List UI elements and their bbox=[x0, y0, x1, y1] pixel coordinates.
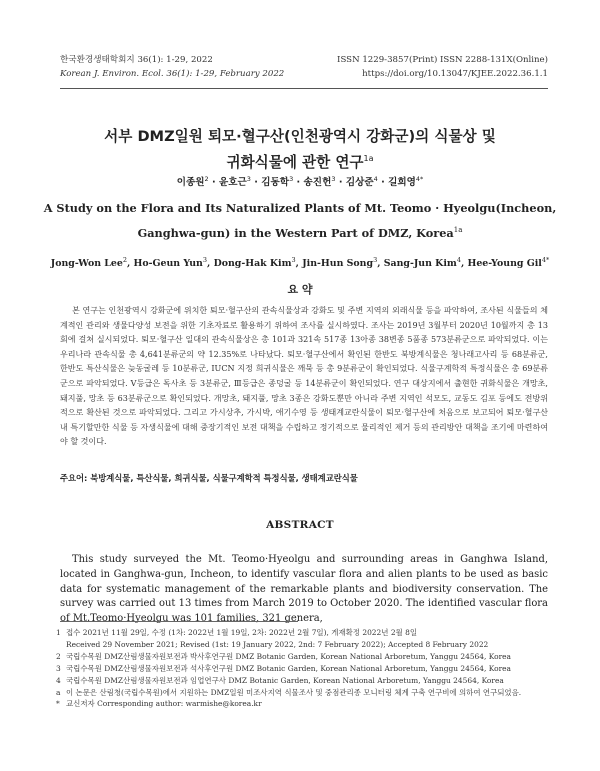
english-author-affiliation: 3 bbox=[291, 256, 296, 264]
english-authors bbox=[40, 256, 560, 269]
korean-author-affiliation: 4* bbox=[415, 174, 424, 183]
footnote-mark: 1 bbox=[56, 628, 61, 637]
korean-title-line2: 귀화식물에 관한 연구 bbox=[226, 153, 364, 171]
journal-citation bbox=[60, 53, 284, 81]
footnote bbox=[56, 663, 552, 675]
english-author-name: Sang-Jun Kim bbox=[383, 258, 457, 270]
korean-abstract-heading: 요 약 bbox=[287, 283, 313, 296]
korean-title-sup: 1a bbox=[363, 154, 374, 163]
footnote-text: 국립수목원 DMZ산림생물자원보전과 박사후연구원 DMZ Botanic Garden, Korean National Arboretum, Yanggu 24564, Korea bbox=[66, 651, 511, 661]
author-separator: · bbox=[293, 177, 304, 188]
english-author-name: Jin-Hun Song bbox=[302, 258, 374, 270]
english-title bbox=[40, 197, 560, 244]
header-divider bbox=[60, 88, 548, 89]
english-author-name: Hee-Young Gil bbox=[467, 258, 542, 270]
footnote-mark: 3 bbox=[56, 663, 61, 673]
english-abstract-body: This study surveyed the Mt. Teomo·Hyeolgu and surrounding areas in Ganghwa Island, located in Ganghwa-gun, Incheon, to identify vascular flora and alien plants to be used as basic data for systematic management of the remarkable plants and biodiversity conservation. The survey was carried out 13 times from March 2019 to October 2020. The identified vascular flora of Mt.Teomo·Hyeolgu was 101 families, 321 genera, bbox=[60, 554, 548, 625]
author-separator: , bbox=[207, 258, 214, 270]
footnote bbox=[56, 627, 552, 639]
korean-author-affiliation: 3 bbox=[331, 174, 336, 183]
issn: ISSN 1229-3857(Print) ISSN 2288-131X(Online) bbox=[337, 55, 548, 65]
footnote-text: 국립수목원 DMZ산림생물자원보전과 석사후연구원 DMZ Botanic Garden, Korean National Arboretum, Yanggu 24564, Korea bbox=[66, 663, 511, 673]
english-author-affiliation: 3 bbox=[373, 256, 378, 264]
footnote bbox=[56, 698, 552, 710]
footnote-mark: 2 bbox=[56, 651, 61, 661]
footnote-text: 이 논문은 산림청(국립수목원)에서 지원하는 DMZ일원 미조사지역 식물조사 및 중점관리종 모니터링 체계 구축 연구비에 의하여 연구되었음. bbox=[66, 687, 522, 697]
footnote-text: 접수 2021년 11월 29일, 수정 (1차: 2022년 1월 19일, 2차: 2022년 2월 7일), 게재확정 2022년 2월 8일 bbox=[66, 628, 418, 637]
english-title-sup: 1a bbox=[453, 226, 463, 234]
korean-author-affiliation: 3 bbox=[289, 174, 294, 183]
english-title-line1: A Study on the Flora and Its Naturalized Plants of Mt. Teomo · Hyeolgu(Incheon, bbox=[43, 201, 557, 215]
korean-authors bbox=[40, 174, 560, 188]
author-separator: · bbox=[208, 177, 219, 188]
korean-author-name: 이종원 bbox=[176, 177, 205, 188]
footnote bbox=[56, 639, 552, 651]
english-author-affiliation: 4* bbox=[541, 256, 550, 264]
author-separator: , bbox=[295, 258, 303, 270]
korean-author-affiliation: 3 bbox=[246, 174, 251, 183]
footnote-text: 교신저자 Corresponding author: warmishe@korea.kr bbox=[66, 699, 262, 709]
english-author-name: Jong-Won Lee bbox=[50, 258, 123, 270]
author-separator: · bbox=[335, 177, 346, 188]
korean-author-name: 김상준 bbox=[345, 177, 374, 188]
footnote-mark: a bbox=[56, 687, 61, 697]
footnote bbox=[56, 675, 552, 687]
author-separator: · bbox=[250, 177, 262, 188]
footnote-mark: 4 bbox=[56, 675, 61, 685]
korean-author-name: 윤호근 bbox=[218, 177, 247, 188]
korean-author-affiliation: 4 bbox=[373, 174, 378, 183]
footnote-divider bbox=[60, 621, 298, 622]
footnote-mark bbox=[56, 639, 66, 651]
english-author-name: Dong-Hak Kim bbox=[213, 258, 292, 270]
journal-ko: 한국환경생태학회지 36(1): 1-29, 2022 bbox=[60, 55, 213, 65]
footnote-text: 국립수목원 DMZ산림생물자원보전과 임업연구사 DMZ Botanic Garden, Korean National Arboretum, Yanggu 24564, Korea bbox=[66, 675, 504, 685]
english-abstract-heading: ABSTRACT bbox=[266, 519, 334, 531]
korean-title bbox=[40, 126, 560, 174]
english-author-name: Ho-Geun Yun bbox=[133, 258, 203, 270]
english-author-affiliation: 4 bbox=[456, 256, 461, 264]
footnote-text: Received 29 November 2021; Revised (1st: 19 January 2022, 2nd: 7 February 2022); Accepted 8 February 2022 bbox=[66, 639, 489, 649]
author-separator: , bbox=[460, 258, 468, 270]
footnote-mark: * bbox=[56, 699, 60, 709]
english-title-line2: Ganghwa-gun) in the Western Part of DMZ, Korea bbox=[137, 225, 454, 240]
footnote bbox=[56, 651, 552, 663]
korean-title-line1: 서부 DMZ일원 퇴모·혈구산(인천광역시 강화군)의 식물상 및 bbox=[104, 128, 496, 145]
author-separator: · bbox=[377, 177, 389, 188]
korean-author-name: 길희영 bbox=[388, 177, 416, 188]
korean-abstract-body: 본 연구는 인천광역시 강화군에 위치한 퇴모·혈구산의 관속식물상과 강화도 및 주변 지역의 외래식물 등을 파악하여, 조사된 식물들의 체계적인 관리와 생물다양성 보전을 위한 기초자료로 활용하기 위하여 조사를 실시하였다. 조사는 2019년 3월부터 2020년 10월까지 총 13회에 걸쳐 실시되었다. 퇴모·혈구산 일대의 관속식물상은 총 101과 321속 517종 13아종 38변종 5품종 573분류군으로 파악되었다. 이는 우리나라 관속식물 총 4,641분류군의 약 12.35%로 나타났다. 퇴모·혈구산에서 확인된 한반도 북방계식물은 청나래고사리 등 68분류군, 한반도 특산식물은 늦동굴레 등 10분류군, IUCN 지정 희귀식물은 깨묵 등 총 9분류군이 확인되었다. 식물구계학적 특정식물은 총 69분류군으로 파악되었다. Ⅴ등급은 독사초 등 3분류군, Ⅲ등급은 종덩굴 등 14분류군이 확인되었다. 연구 대상지에서 출현한 귀화식물은 개망초, 돼지풀, 망초 등 63분류군으로 확인되었다. 개망초, 돼지풀, 망초 3종은 강화도뿐만 아니라 주변 지역인 석모도, 교동도 김포 등에도 전방위적으로 확산된 것으로 파악되었다. 그리고 가시상추, 가시박, 애기수영 등 생태계교란식물이 퇴모·혈구산에 처음으로 보고되어 퇴모·혈구산 내 특기할만한 식물 등 자생식물에 대해 중장기적인 보전 대책을 수립하고 정기적으로 물리적인 제거 등의 관리방안 대책을 조기에 마련하여야 할 것이다. bbox=[60, 306, 548, 447]
doi-link[interactable]: https://doi.org/10.13047/KJEE.2022.36.1.1 bbox=[362, 69, 548, 79]
author-separator: , bbox=[377, 258, 384, 270]
korean-keywords: 주요어: 북방계식물, 특산식물, 희귀식물, 식물구계학적 특정식물, 생태계교란식물 bbox=[60, 473, 358, 483]
korean-author-name: 송진헌 bbox=[303, 177, 332, 188]
issn-doi bbox=[337, 53, 548, 81]
english-author-affiliation: 2 bbox=[122, 256, 127, 264]
journal-en: Korean J. Environ. Ecol. 36(1): 1-29, February 2022 bbox=[60, 69, 285, 79]
author-separator: , bbox=[126, 258, 134, 270]
footnote bbox=[56, 687, 552, 699]
footnotes bbox=[56, 627, 552, 710]
english-author-affiliation: 3 bbox=[202, 256, 208, 264]
korean-author-name: 김동학 bbox=[261, 177, 290, 188]
korean-abstract bbox=[60, 304, 548, 450]
korean-author-affiliation: 2 bbox=[204, 174, 209, 183]
english-abstract bbox=[60, 553, 548, 627]
